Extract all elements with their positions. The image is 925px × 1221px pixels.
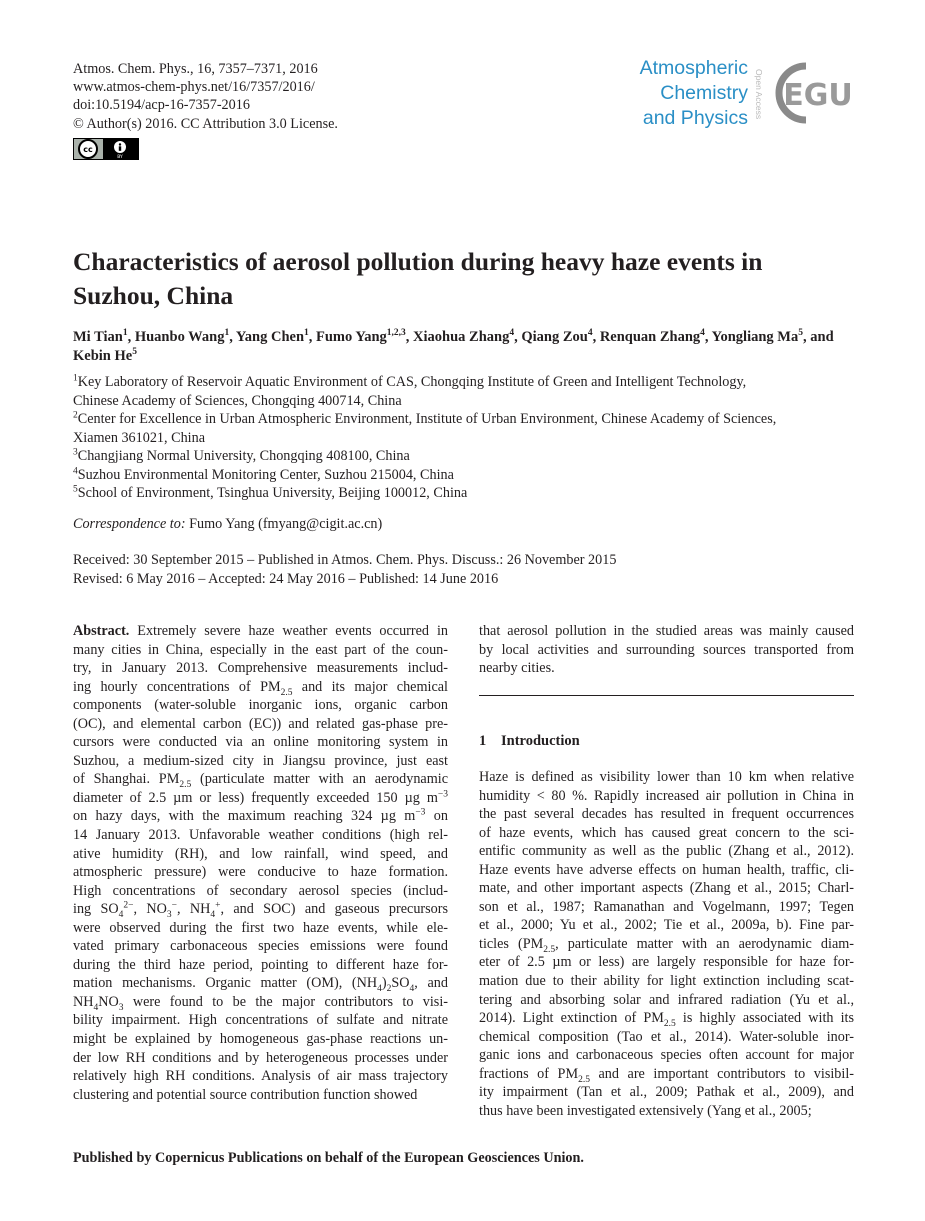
text-line: of Shanghai. $PM_{2.5}$ (particulate matter with an aerodynamic (73, 771, 448, 789)
text-line: 14 January 2013. Unfavorable weather conditions (high rel- (73, 827, 448, 844)
journal-header (73, 60, 338, 133)
logo-wordmark: Atmospheric Chemistry and Physics (639, 57, 748, 129)
text-line: nearby cities. (479, 660, 555, 677)
text-line: the past several decades has resulted in frequent occurrences (479, 806, 854, 823)
text-line: 2014). Light extinction of $PM_{2.5}$ is highly associated with its (479, 1010, 854, 1028)
publication-dates (73, 551, 616, 588)
text-line: during the third haze period, pointing to different haze for- (73, 956, 448, 973)
doi[interactable]: doi:10.5194/acp-16-7357-2016 (73, 97, 250, 114)
egu-mark: EGU (783, 78, 853, 113)
abstract (73, 622, 448, 1104)
text-line: Suzhou, a medium-sized city in Jiangsu province, just east (73, 752, 448, 769)
text-line: der low RH conditions and by heterogeneous processes under (73, 1049, 448, 1066)
open-access-label: Open Access (754, 68, 764, 120)
text-line: High concentrations of secondary aerosol species (includ- (73, 882, 448, 899)
text-line: (OC), and elemental carbon (EC)) and related gas-phase pre- (73, 715, 448, 732)
dates-received: Received: 30 September 2015 – Published in Atmos. Chem. Phys. Discuss.: 26 November 2015 (73, 552, 617, 568)
text-line: atmospheric pressure) were conducive to haze formation. (73, 864, 448, 881)
text-line: ing hourly concentrations of $PM_{2.5}$ and its major chemical (73, 678, 448, 697)
text-line: by local activities and surrounding sources transported from (479, 641, 854, 658)
affiliation-3: $^3$Changjiang Normal University, Chongqing 408100, China (73, 447, 410, 464)
journal-citation: Atmos. Chem. Phys., 16, 7357–7371, 2016 (73, 61, 318, 77)
journal-url[interactable]: www.atmos-chem-phys.net/16/7357/2016/ (73, 79, 315, 96)
egu-logo-icon (770, 58, 856, 128)
affiliation-1-cont: Chinese Academy of Sciences, Chongqing 400714, China (73, 392, 402, 409)
text-line: diameter of 2.5 µm or less) frequently exceeded 150 µg $m^{-3}$ (73, 789, 448, 806)
text-line: of haze events, which has caused great concern to the sci- (479, 824, 854, 841)
section-number: 1 (479, 733, 487, 749)
text-line: might be explained by homogeneous gas-phase reactions un- (73, 1031, 448, 1048)
text-line: mation due to their ability for light extinction including scat- (479, 973, 854, 990)
text-line: mate, and other important aspects (Zhang et al., 2015; Charl- (479, 880, 854, 897)
text-line: mation mechanisms. Organic matter (OM), $(NH_4)_2SO_4$, and (73, 975, 448, 993)
text-line: chemical composition (Tao et al., 2014). Water-soluble inor- (479, 1028, 854, 1045)
text-line: on hazy days, with the maximum reaching 324 µg $m^{-3}$ on (73, 807, 448, 825)
text-line: try, in January 2013. Comprehensive measurements includ- (73, 660, 448, 677)
text-line: son et al., 1987; Ramanathan and Vogelmann, 1997; Tegen (479, 898, 854, 915)
text-line: clustering and potential source contribution function showed (73, 1086, 418, 1103)
correspondence-email[interactable]: Fumo Yang (fmyang@cigit.ac.cn) (189, 516, 383, 532)
text-line: that aerosol pollution in the studied areas was mainly caused (479, 623, 854, 639)
text-line: $NH_4NO_3$ were found to be the major contributors to visi- (73, 993, 448, 1012)
text-line: Haze events have adverse effects on human health, traffic, cli- (479, 861, 854, 878)
correspondence (73, 516, 382, 533)
text-line: ative humidity (RH), and low rainfall, wind speed, and (73, 845, 448, 862)
text-line: ganic ions and carbonaceous species often account for major (479, 1047, 854, 1064)
abstract-divider (479, 695, 854, 696)
text-line: Haze is defined as visibility lower than 10 km when relative (479, 769, 854, 785)
affiliation-5: $^5$School of Environment, Tsinghua University, Beijing 100012, China (73, 484, 468, 501)
license-line: © Author(s) 2016. CC Attribution 3.0 License. (73, 115, 338, 132)
text-line: bility impairment. High concentrations of sulfate and nitrate (73, 1012, 448, 1029)
affiliations (73, 373, 873, 503)
author-list: Mi Tian$^1$, Huanbo Wang$^1$, Yang Chen$^1$, Fumo Yang$^{1,2,3}$, Xiaohua Zhang$^4$, Qiang Zou$^4$, Renquan Zhang$^4$, Yongliang Ma$^5$, and Kebin He$^5$ (73, 328, 834, 364)
correspondence-label: Correspondence to: (73, 516, 186, 532)
text-line: ing $SO_4^{2-}$, $NO_3^-$, $NH_4^+$, and SOC) and gaseous precursors (73, 900, 448, 919)
text-line: humidity < 80 %. Rapidly increased air pollution in China in (479, 787, 854, 804)
text-line: ity impairment (Tan et al., 2009; Pathak et al., 2009), and (479, 1084, 854, 1101)
journal-logo[interactable] (610, 56, 860, 136)
text-line: vated primary carbonaceous species emissions were found (73, 938, 448, 955)
cc-by-icon[interactable] (73, 138, 139, 160)
text-line: cursors were conducted via an online monitoring system in (73, 734, 448, 751)
text-line: tering and absorbing solar and infrared radiation (Yu et al., (479, 991, 854, 1008)
svg-text:cc: cc (83, 145, 93, 154)
affiliation-1: $^1$Key Laboratory of Reservoir Aquatic Environment of CAS, Chongqing Institute of Green and Intelligent Technology, (73, 373, 747, 390)
svg-text:BY: BY (117, 155, 123, 160)
introduction-body (479, 768, 854, 1120)
text-line: relatively high RH conditions. Analysis of air mass trajectory (73, 1068, 448, 1085)
text-line: ticles ($PM_{2.5}$, particulate matter with an aerodynamic diam- (479, 935, 854, 954)
affiliation-2: $^2$Center for Excellence in Urban Atmospheric Environment, Institute of Urban Environment, Chinese Academy of Sciences, (73, 410, 777, 427)
abstract-label: Abstract. (73, 623, 130, 639)
text-line: components (water-soluble inorganic ions, organic carbon (73, 697, 448, 714)
affiliation-4: $^4$Suzhou Environmental Monitoring Center, Suzhou 215004, China (73, 465, 454, 483)
text-line: eter of 2.5 µm or less) are largely responsible for haze for- (479, 954, 854, 971)
publisher-footer: Published by Copernicus Publications on behalf of the European Geosciences Union. (73, 1150, 584, 1166)
text-line: entific community as well as the public (Zhang et al., 2012). (479, 843, 854, 860)
paper-title: Characteristics of aerosol pollution during heavy haze events in Suzhou, China (73, 247, 763, 310)
section-heading-introduction (479, 733, 580, 750)
text-line: thus have been investigated extensively (Yang et al., 2005; (479, 1102, 812, 1119)
text-line: et al., 2000; Yu et al., 2002; Tie et al., 2009a, b). Fine par- (479, 917, 854, 934)
text-line: many cities in China, especially in the east part of the coun- (73, 641, 448, 658)
text-line: fractions of $PM_{2.5}$ and are important contributors to visibil- (479, 1065, 854, 1084)
affiliation-2-cont: Xiamen 361021, China (73, 429, 206, 446)
dates-revised: Revised: 6 May 2016 – Accepted: 24 May 2016 – Published: 14 June 2016 (73, 570, 499, 587)
abstract-continued (479, 622, 854, 678)
text-line: were observed during the first two haze events, while ele- (73, 919, 448, 936)
text-line: Abstract. Extremely severe haze weather events occurred in (73, 623, 448, 639)
section-title: Introduction (501, 733, 580, 749)
